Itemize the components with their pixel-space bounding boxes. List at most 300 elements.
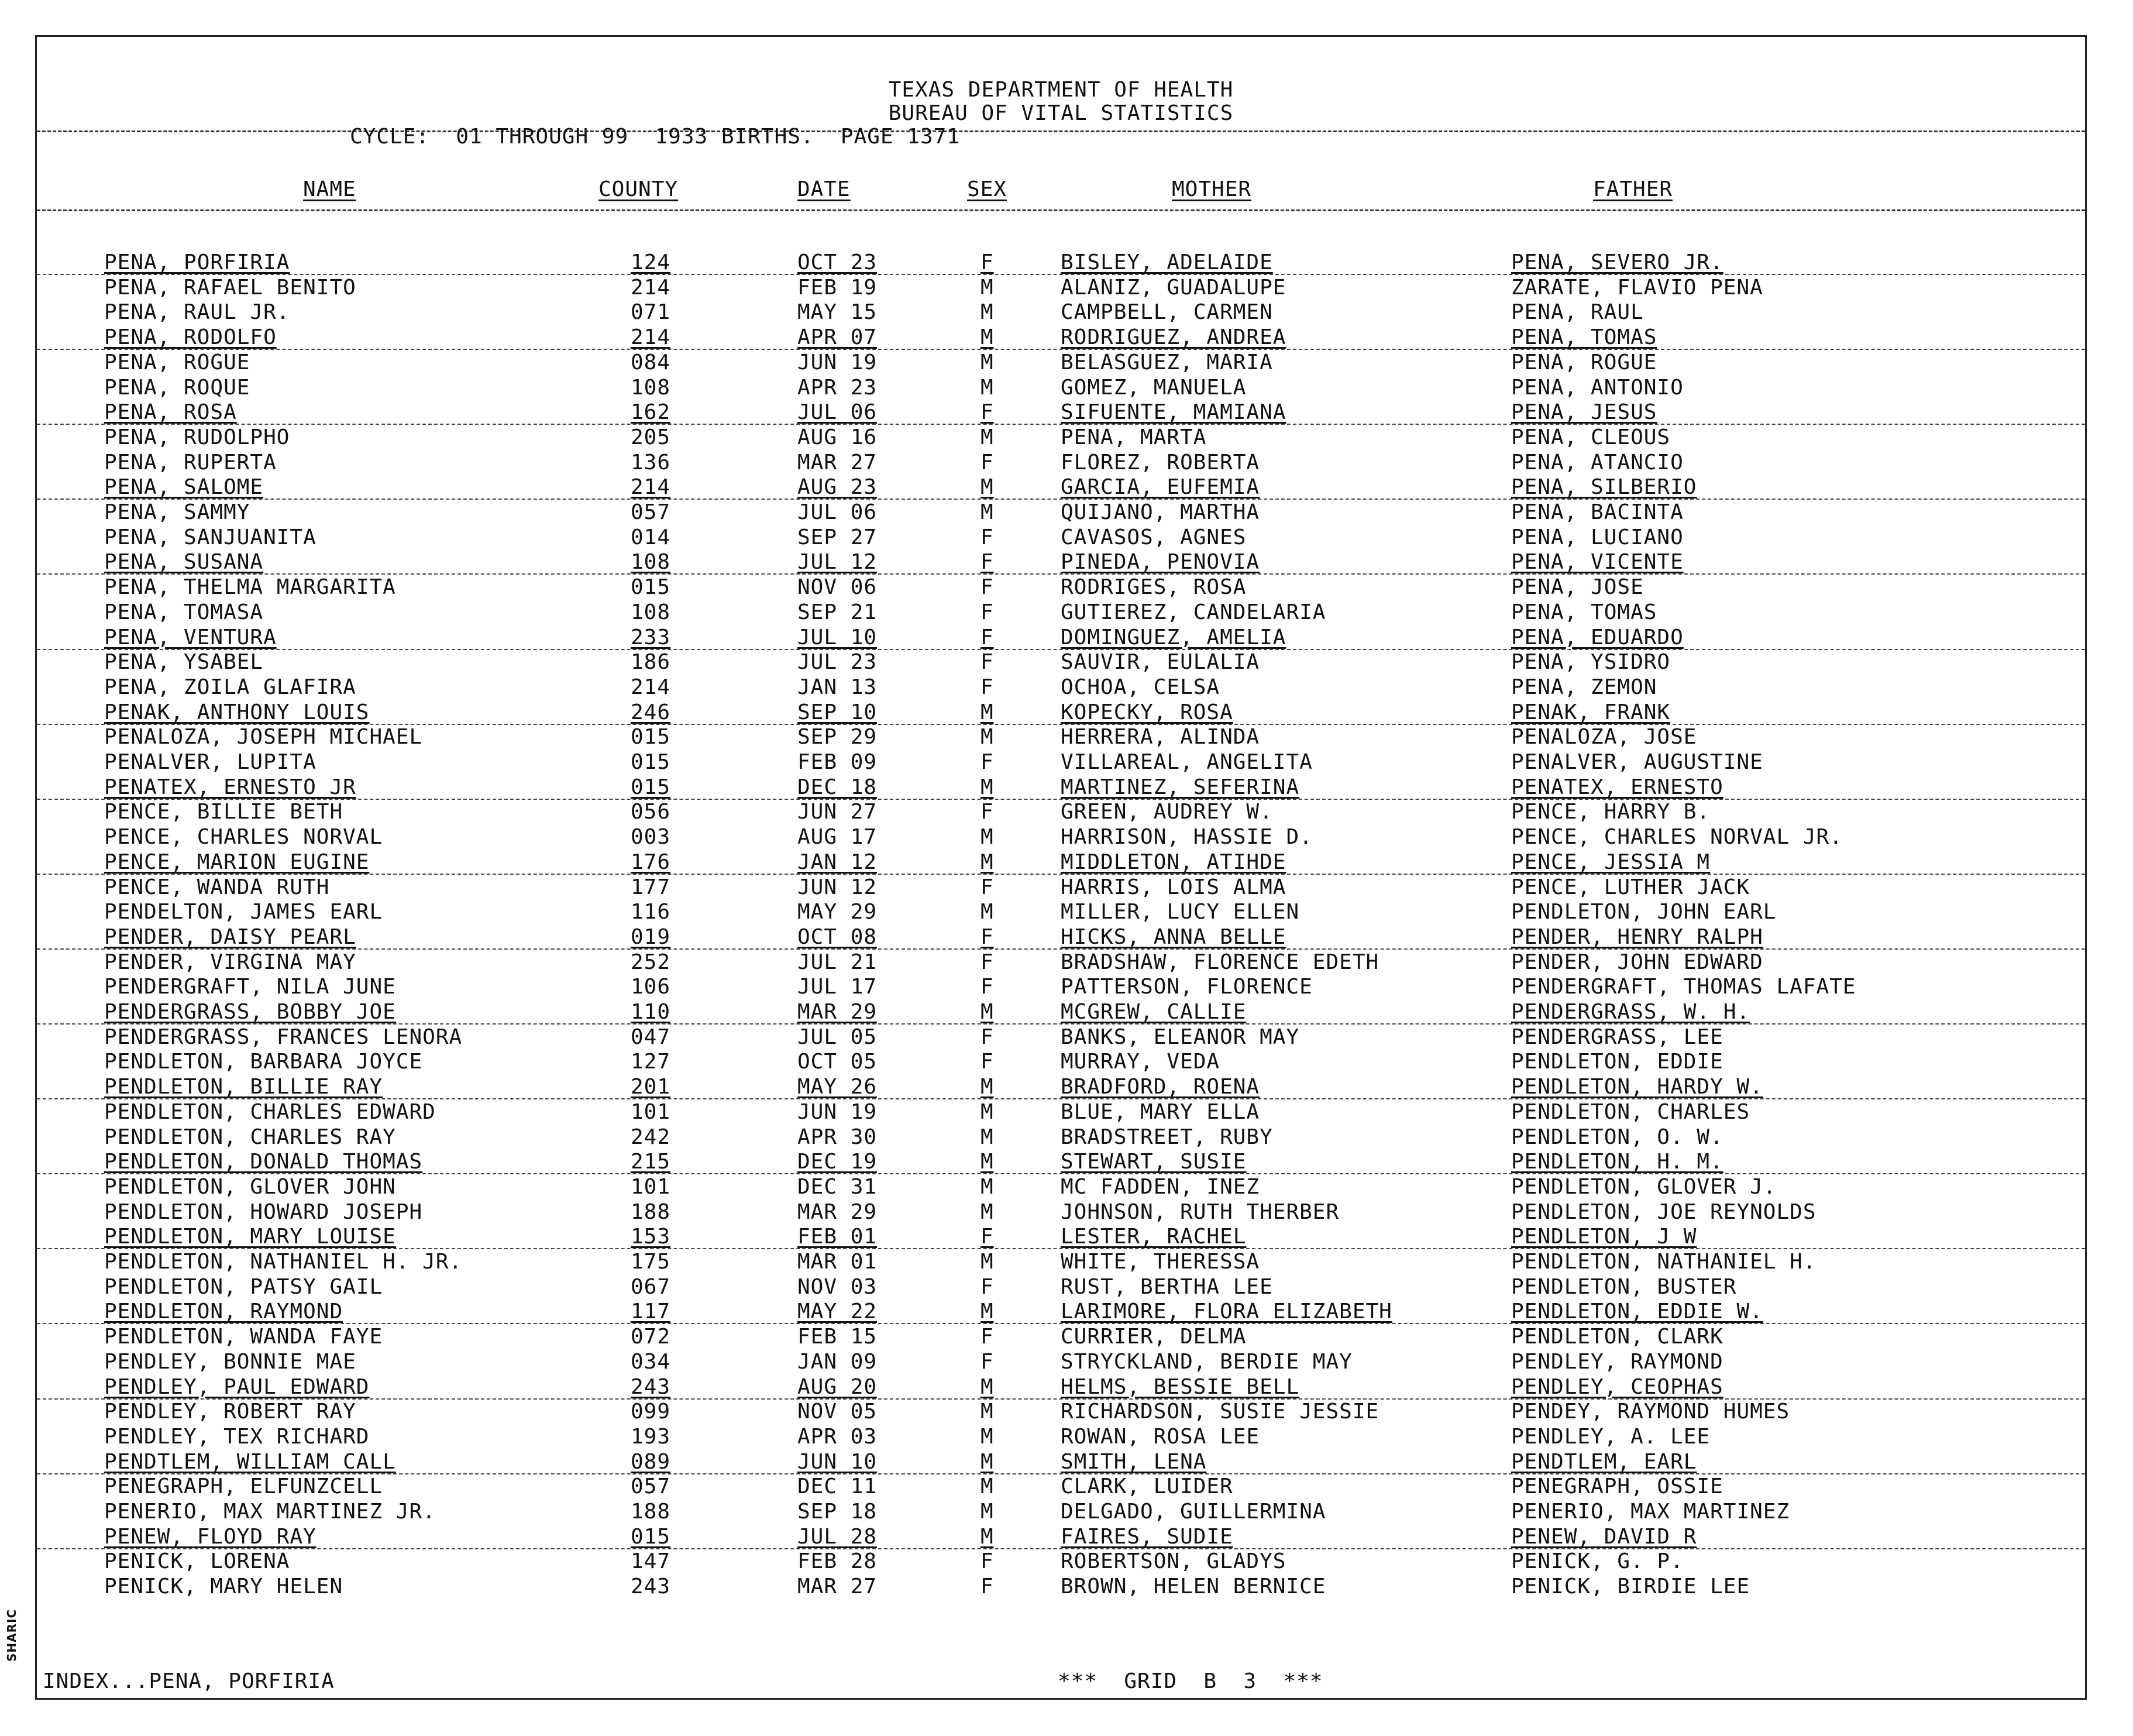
cell-mother: MCGREW, CALLIE [1061,1000,1247,1024]
table-row [37,1474,2085,1499]
cell-father: PENA, ATANCIO [1511,450,1684,475]
cell-father: PENA, SILBERIO [1511,475,1697,500]
cell-date: AUG 20 [797,1374,878,1399]
table-row [37,650,2085,675]
cell-sex: M [981,1374,994,1399]
cell-mother: GUTIEREZ, CANDELARIA [1061,600,1326,624]
cell-date: JAN 13 [797,675,878,699]
cell-name: PENDLETON, NATHANIEL H. JR. [104,1250,463,1274]
table-row [37,400,2085,425]
table-row [37,950,2085,975]
cell-date: OCT 08 [797,924,878,949]
cell-mother: BRADSHAW, FLORENCE EDETH [1061,950,1379,974]
cell-father: PENEGRAPH, OSSIE [1511,1474,1723,1499]
cell-date: NOV 03 [797,1274,878,1299]
cell-father: PENDLETON, J W [1511,1225,1697,1249]
cell-date: JUN 10 [797,1449,878,1474]
cell-date: FEB 01 [797,1225,878,1249]
cell-sex: M [981,475,994,500]
cell-father: PENA, ROGUE [1511,350,1657,374]
table-row [37,1225,2085,1249]
cell-date: OCT 23 [797,250,878,274]
cell-date: MAR 27 [797,450,878,475]
cell-father: PENA, YSIDRO [1511,650,1671,675]
row-separator [37,349,2085,350]
row-separator [37,948,2085,950]
cell-name: PENDLETON, DONALD THOMAS [104,1150,423,1174]
cell-father: PENCE, LUTHER JACK [1511,875,1750,899]
cell-mother: HARRISON, HASSIE D. [1061,825,1313,850]
cell-date: JUL 21 [797,950,878,974]
cell-sex: F [981,625,994,649]
cell-sex: F [981,875,994,899]
cell-name: PENAK, ANTHONY LOUIS [104,700,370,724]
cell-sex: M [981,1125,994,1149]
cell-county: 215 [631,1150,671,1174]
cell-father: PENALVER, AUGUSTINE [1511,750,1763,774]
cell-county: 015 [631,775,671,799]
cell-father: PENDLETON, NATHANIEL H. [1511,1250,1817,1274]
cell-county: 124 [631,250,671,274]
table-row [37,1425,2085,1449]
cell-date: MAR 01 [797,1250,878,1274]
cell-county: 153 [631,1225,671,1249]
cell-date: JUL 23 [797,650,878,675]
cell-name: PENDERGRASS, BOBBY JOE [104,1000,396,1024]
cell-date: SEP 10 [797,700,878,724]
cell-county: 201 [631,1075,671,1099]
cell-date: DEC 11 [797,1474,878,1499]
cell-name: PENDLEY, BONNIE MAE [104,1349,356,1374]
document-frame [35,35,2087,1700]
row-separator [37,799,2085,800]
cell-date: APR 07 [797,325,878,350]
table-row [37,675,2085,700]
cell-date: JUL 17 [797,975,878,999]
cell-county: 089 [631,1449,671,1474]
table-row [37,625,2085,650]
cell-mother: HERRERA, ALINDA [1061,725,1260,750]
cell-county: 056 [631,800,671,824]
cell-father: PENA, TOMAS [1511,325,1657,350]
cell-sex: F [981,1274,994,1299]
cell-sex: M [981,375,994,400]
cell-father: PENEW, DAVID R [1511,1524,1697,1549]
cell-date: SEP 27 [797,525,878,549]
cell-mother: GREEN, AUDREY W. [1061,800,1273,824]
cell-mother: ROWAN, ROSA LEE [1061,1424,1260,1449]
table-row [37,750,2085,775]
cell-date: MAR 29 [797,1000,878,1024]
cell-date: DEC 18 [797,775,878,799]
cell-father: PENDLETON, CLARK [1511,1325,1723,1349]
cell-name: PENCE, CHARLES NORVAL [104,825,383,850]
cell-sex: F [981,750,994,774]
cell-sex: F [981,525,994,549]
cell-name: PENEW, FLOYD RAY [104,1524,316,1549]
table-row [37,825,2085,850]
cell-mother: HICKS, ANNA BELLE [1061,924,1286,949]
table-row [37,1100,2085,1125]
cell-father: PENALOZA, JOSE [1511,725,1697,750]
cell-county: 175 [631,1250,671,1274]
cell-date: JUN 19 [797,350,878,374]
cell-county: 106 [631,975,671,999]
table-row [37,525,2085,550]
table-row [37,1549,2085,1574]
table-row [37,250,2085,275]
table-row [37,700,2085,725]
bureau-title: BUREAU OF VITAL STATISTICS [888,101,1234,125]
cell-father: PENA, JOSE [1511,575,1644,600]
table-row [37,1325,2085,1349]
table-row [37,800,2085,824]
cell-mother: JOHNSON, RUTH THERBER [1061,1199,1340,1224]
cell-father: PENDERGRASS, LEE [1511,1025,1723,1049]
index-footer: INDEX...PENA, PORFIRIA [43,1669,335,1693]
cell-father: PENCE, CHARLES NORVAL JR. [1511,825,1843,850]
cell-name: PENDLETON, HOWARD JOSEPH [104,1199,423,1224]
cell-father: PENA, JESUS [1511,400,1657,425]
cell-name: PENDERGRAFT, NILA JUNE [104,975,396,999]
table-row [37,1350,2085,1374]
table-row [37,276,2085,300]
table-row [37,500,2085,525]
cell-sex: M [981,1300,994,1324]
cell-date: JUN 19 [797,1099,878,1124]
cell-mother: OCHOA, CELSA [1061,675,1220,699]
cell-name: PENDLETON, BILLIE RAY [104,1075,383,1099]
cell-county: 101 [631,1099,671,1124]
cell-date: FEB 28 [797,1549,878,1574]
cell-date: AUG 16 [797,425,878,449]
cell-county: 108 [631,375,671,400]
cell-sex: M [981,325,994,350]
row-separator [37,649,2085,650]
cell-sex: M [981,825,994,850]
cell-name: PENEGRAPH, ELFUNZCELL [104,1474,383,1499]
cell-name: PENA, ROGUE [104,350,250,374]
cell-mother: VILLAREAL, ANGELITA [1061,750,1313,774]
cell-sex: F [981,450,994,475]
cell-sex: F [981,650,994,675]
row-separator [37,424,2085,425]
cell-mother: WHITE, THERESSA [1061,1250,1260,1274]
cell-sex: F [981,800,994,824]
cell-sex: F [981,550,994,575]
cell-mother: DELGADO, GUILLERMINA [1061,1500,1326,1524]
table-row [37,475,2085,500]
cell-father: PENDLETON, JOHN EARL [1511,900,1777,924]
cell-name: PENDER, VIRGINA MAY [104,950,356,974]
cell-father: PENDERGRASS, W. H. [1511,1000,1750,1024]
cell-sex: F [981,1549,994,1574]
cell-county: 015 [631,1524,671,1549]
cell-mother: CURRIER, DELMA [1061,1325,1247,1349]
cell-county: 188 [631,1199,671,1224]
cell-name: PENCE, WANDA RUTH [104,875,330,899]
cell-mother: BROWN, HELEN BERNICE [1061,1575,1326,1599]
cell-father: PENA, SEVERO JR. [1511,250,1723,274]
cell-sex: F [981,950,994,974]
table-row [37,1525,2085,1549]
table-row [37,775,2085,800]
table-row [37,425,2085,450]
cell-name: PENICK, MARY HELEN [104,1575,343,1599]
row-separator [37,1398,2085,1400]
cell-sex: M [981,850,994,874]
cell-county: 214 [631,275,671,300]
cell-mother: PENA, MARTA [1061,425,1207,449]
cell-name: PENA, VENTURA [104,625,277,649]
cell-date: MAY 15 [797,300,878,325]
cell-county: 233 [631,625,671,649]
cell-father: PENDER, HENRY RALPH [1511,924,1763,949]
row-separator [37,1473,2085,1474]
cell-date: APR 23 [797,375,878,400]
cell-date: APR 30 [797,1125,878,1149]
cell-county: 034 [631,1349,671,1374]
cell-mother: SAUVIR, EULALIA [1061,650,1260,675]
cell-sex: M [981,1424,994,1449]
cell-county: 099 [631,1400,671,1424]
cell-sex: M [981,1199,994,1224]
cell-date: SEP 21 [797,600,878,624]
table-row [37,1275,2085,1300]
cell-name: PENDLETON, GLOVER JOHN [104,1174,396,1199]
row-separator [37,874,2085,875]
cell-mother: BLUE, MARY ELLA [1061,1099,1260,1124]
table-row [37,850,2085,875]
cell-mother: LARIMORE, FLORA ELIZABETH [1061,1300,1392,1324]
cell-father: PENCE, JESSIA M [1511,850,1711,874]
row-separator [37,1098,2085,1099]
cell-date: NOV 06 [797,575,878,600]
cell-name: PENDLETON, RAYMOND [104,1300,343,1324]
cell-mother: STRYCKLAND, BERDIE MAY [1061,1349,1353,1374]
table-row [37,575,2085,600]
cell-sex: F [981,250,994,274]
row-separator [37,1323,2085,1324]
cell-sex: M [981,300,994,325]
cell-date: JUL 06 [797,400,878,425]
cell-father: PENA, BACINTA [1511,500,1684,524]
cell-father: PENA, EDUARDO [1511,625,1684,649]
cell-date: JUL 10 [797,625,878,649]
table-row [37,1200,2085,1225]
cell-mother: RODRIGUEZ, ANDREA [1061,325,1286,350]
column-header-sex: SEX [967,177,1007,201]
cell-name: PENA, RODOLFO [104,325,277,350]
cell-father: PENDER, JOHN EDWARD [1511,950,1763,974]
cell-mother: BRADSTREET, RUBY [1061,1125,1273,1149]
table-row [37,376,2085,400]
table-row [37,975,2085,999]
cell-father: PENDLETON, BUSTER [1511,1274,1737,1299]
cell-father: PENDLETON, GLOVER J. [1511,1174,1777,1199]
cell-date: MAY 26 [797,1075,878,1099]
cell-mother: CAVASOS, AGNES [1061,525,1247,549]
cell-county: 243 [631,1575,671,1599]
cell-sex: M [981,700,994,724]
cell-father: PENDTLEM, EARL [1511,1449,1697,1474]
cell-mother: GOMEZ, MANUELA [1061,375,1247,400]
cell-father: PENA, VICENTE [1511,550,1684,575]
cell-date: AUG 17 [797,825,878,850]
cell-sex: F [981,975,994,999]
cell-mother: ALANIZ, GUADALUPE [1061,275,1286,300]
cell-sex: M [981,500,994,524]
table-row [37,1450,2085,1474]
cell-father: PENDERGRAFT, THOMAS LAFATE [1511,975,1856,999]
row-separator [37,1023,2085,1025]
cell-name: PENDLEY, ROBERT RAY [104,1400,356,1424]
cell-mother: LESTER, RACHEL [1061,1225,1247,1249]
cell-sex: M [981,1400,994,1424]
cell-mother: STEWART, SUSIE [1061,1150,1247,1174]
cell-date: FEB 19 [797,275,878,300]
cell-date: FEB 15 [797,1325,878,1349]
table-row [37,325,2085,350]
cell-county: 014 [631,525,671,549]
table-row [37,725,2085,750]
cell-father: PENDLEY, CEOPHAS [1511,1374,1723,1399]
cell-sex: M [981,1150,994,1174]
header-rule-bottom [37,209,2085,211]
cell-sex: F [981,400,994,425]
table-row [37,1575,2085,1599]
cell-mother: PINEDA, PENOVIA [1061,550,1260,575]
cell-mother: HELMS, BESSIE BELL [1061,1374,1300,1399]
table-row [37,1375,2085,1400]
table-row [37,451,2085,475]
cell-sex: F [981,1025,994,1049]
cell-name: PENDLETON, MARY LOUISE [104,1225,396,1249]
grid-footer: *** GRID B 3 *** [1058,1669,1323,1693]
cell-date: DEC 31 [797,1174,878,1199]
cell-name: PENCE, BILLIE BETH [104,800,343,824]
table-row [37,350,2085,375]
cell-mother: MILLER, LUCY ELLEN [1061,900,1300,924]
column-header-father: FATHER [1593,177,1673,201]
cell-county: 136 [631,450,671,475]
cycle-line: CYCLE: 01 THROUGH 99 1933 BIRTHS. PAGE 1371 [350,125,960,149]
cell-date: MAY 22 [797,1300,878,1324]
cell-father: PENA, ANTONIO [1511,375,1684,400]
cell-mother: DOMINGUEZ, AMELIA [1061,625,1286,649]
cell-father: PENICK, BIRDIE LEE [1511,1575,1750,1599]
cell-name: PENDTLEM, WILLIAM CALL [104,1449,396,1474]
cell-county: 003 [631,825,671,850]
cell-father: PENDLETON, H. M. [1511,1150,1723,1174]
cell-sex: M [981,1500,994,1524]
cell-father: PENICK, G. P. [1511,1549,1684,1574]
table-row [37,1500,2085,1524]
cell-father: PENDLETON, EDDIE W. [1511,1300,1763,1324]
cell-name: PENA, ZOILA GLAFIRA [104,675,356,699]
cell-name: PENATEX, ERNESTO JR [104,775,356,799]
cell-county: 252 [631,950,671,974]
table-row [37,1400,2085,1424]
cell-mother: CLARK, LUIDER [1061,1474,1233,1499]
cell-sex: F [981,575,994,600]
cell-county: 214 [631,325,671,350]
cell-county: 214 [631,475,671,500]
cell-sex: F [981,924,994,949]
cell-county: 110 [631,1000,671,1024]
cell-mother: HARRIS, LOIS ALMA [1061,875,1286,899]
cell-father: PENDLEY, RAYMOND [1511,1349,1723,1374]
table-row [37,1125,2085,1150]
cell-name: PENA, SANJUANITA [104,525,316,549]
cell-name: PENA, THELMA MARGARITA [104,575,396,600]
cell-mother: QUIJANO, MARTHA [1061,500,1260,524]
row-separator [37,724,2085,725]
cell-mother: BRADFORD, ROENA [1061,1075,1260,1099]
cell-name: PENALVER, LUPITA [104,750,316,774]
cell-date: AUG 23 [797,475,878,500]
cell-name: PENDER, DAISY PEARL [104,924,356,949]
row-separator [37,1173,2085,1174]
cell-county: 072 [631,1325,671,1349]
cell-date: JUL 28 [797,1524,878,1549]
cell-county: 193 [631,1424,671,1449]
cell-date: JUL 06 [797,500,878,524]
table-row [37,1250,2085,1274]
table-row [37,1050,2085,1074]
cell-name: PENDLETON, PATSY GAIL [104,1274,383,1299]
cell-county: 116 [631,900,671,924]
cell-county: 108 [631,550,671,575]
cell-mother: RICHARDSON, SUSIE JESSIE [1061,1400,1379,1424]
cell-sex: M [981,1524,994,1549]
cell-name: PENALOZA, JOSEPH MICHAEL [104,725,423,750]
cell-mother: ROBERTSON, GLADYS [1061,1549,1286,1574]
cell-mother: SMITH, LENA [1061,1449,1207,1474]
cell-county: 242 [631,1125,671,1149]
cell-name: PENDERGRASS, FRANCES LENORA [104,1025,463,1049]
cell-date: JUL 12 [797,550,878,575]
cell-name: PENERIO, MAX MARTINEZ JR. [104,1500,436,1524]
cell-mother: SIFUENTE, MAMIANA [1061,400,1286,425]
cell-county: 015 [631,725,671,750]
cell-father: PENDLETON, JOE REYNOLDS [1511,1199,1817,1224]
cell-sex: F [981,1050,994,1074]
cell-county: 214 [631,675,671,699]
cell-county: 147 [631,1549,671,1574]
table-row [37,600,2085,625]
cell-name: PENA, SAMMY [104,500,250,524]
department-title: TEXAS DEPARTMENT OF HEALTH [888,78,1234,102]
cell-father: PENDLETON, CHARLES [1511,1099,1750,1124]
column-header-date: DATE [797,177,851,201]
cell-date: SEP 18 [797,1500,878,1524]
cell-father: PENERIO, MAX MARTINEZ [1511,1500,1790,1524]
cell-name: PENDLETON, CHARLES RAY [104,1125,396,1149]
cell-mother: KOPECKY, ROSA [1061,700,1233,724]
cell-sex: M [981,1099,994,1124]
cell-county: 127 [631,1050,671,1074]
cell-father: PENDEY, RAYMOND HUMES [1511,1400,1790,1424]
cell-county: 243 [631,1374,671,1399]
cell-county: 162 [631,400,671,425]
cell-sex: F [981,1349,994,1374]
cell-name: PENDLETON, CHARLES EDWARD [104,1099,436,1124]
cell-father: PENATEX, ERNESTO [1511,775,1723,799]
cell-sex: M [981,1250,994,1274]
table-row [37,925,2085,950]
cell-name: PENA, ROQUE [104,375,250,400]
